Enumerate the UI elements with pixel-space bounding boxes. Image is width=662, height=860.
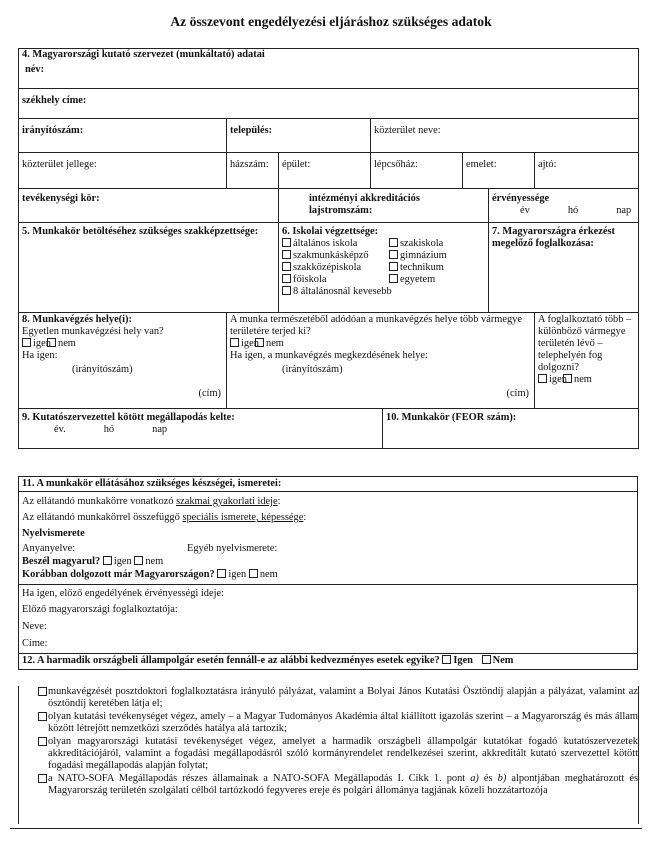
field-szakkepzettseg-label: 5. Munkakör betöltéséhez szükséges szakképzettsége: xyxy=(22,226,259,237)
s11-line1-u: szakmai gyakorlati ideje xyxy=(176,495,278,507)
checkbox-s12-igen[interactable] xyxy=(442,655,451,664)
option-gimnazium: gimnázium xyxy=(400,249,447,261)
field-akkreditacios-label-1: intézményi akkreditációs xyxy=(309,193,420,204)
form-table-skills xyxy=(18,476,638,670)
s8c-nem-label: nem xyxy=(574,373,592,385)
checkbox-gimnazium[interactable] xyxy=(389,250,398,259)
option-szakkozepiskola: szakközépiskola xyxy=(293,261,362,273)
field-kozterulet-jellege-label: közterület jellege: xyxy=(22,159,97,170)
s11-line-gyakorlat[interactable] xyxy=(22,494,634,510)
checkbox-s12-opt4[interactable] xyxy=(38,774,47,783)
field-megallapodas-kelte[interactable] xyxy=(19,409,383,449)
checkbox-korabban-igen[interactable] xyxy=(217,569,226,578)
field-emelet[interactable] xyxy=(463,153,535,189)
checkbox-s12-opt2[interactable] xyxy=(38,712,47,721)
field-emelet-label: emelet: xyxy=(466,159,497,170)
field-hazszam-label: házszám: xyxy=(230,159,269,170)
s8c-igen-label: igen xyxy=(549,373,567,385)
field-tevekenysegi-kor-label: tevékenységi kör: xyxy=(22,193,100,204)
section-11-body xyxy=(19,491,638,584)
checkbox-altalanos-iskola[interactable] xyxy=(282,238,291,247)
field-tobb-varmegye xyxy=(227,313,535,409)
s12-opt4-text-b: és xyxy=(478,772,498,784)
q-egyetlen-hely: Egyetlen munkavégzési hely van? xyxy=(22,325,164,337)
field-nev[interactable] xyxy=(19,63,639,89)
field-tevekenysegi-kor[interactable] xyxy=(19,189,279,223)
field-ajto[interactable] xyxy=(535,153,639,189)
s11-cime[interactable]: Címe: xyxy=(22,637,48,649)
option-egyetem: egyetem xyxy=(400,273,436,285)
s12-opt1-text: munkavégzését posztdoktori foglalkoztatásra irányuló pályázat, valamint a Bolyai János Kutatási Ösztöndíj alapján a pályázat, valamint az ösztöndíj keretében látja el; xyxy=(48,686,638,709)
s8-cim: (cím) xyxy=(198,387,221,399)
section-4-header: 4. Magyarországi kutató szervezet (munkáltató) adatai xyxy=(19,49,639,63)
s8b-nem-label: nem xyxy=(266,337,284,349)
checkbox-beszel-nem[interactable] xyxy=(134,556,143,565)
page-title: Az összevont engedélyezési eljáráshoz szükséges adatok xyxy=(170,14,492,29)
field-lepcsohaz-label: lépcsőház: xyxy=(374,159,418,170)
s12-option-4[interactable] xyxy=(18,773,638,797)
field-hazszam[interactable] xyxy=(227,153,279,189)
s8-igen-label: igen xyxy=(33,337,51,349)
field-kozterulet-neve[interactable] xyxy=(371,119,639,153)
s12-left-border xyxy=(18,686,19,824)
s11-neve[interactable]: Neve: xyxy=(22,621,47,633)
field-elozo-foglalkozas-label: 7. Magyarországra érkezést megelőző foglalkozása: xyxy=(492,226,616,249)
field-tobb-telephely xyxy=(535,313,639,409)
field-szekhely[interactable] xyxy=(19,89,639,119)
s8b-iranyitoszam: (irányítószám) xyxy=(282,363,343,375)
checkbox-korabban-nem[interactable] xyxy=(249,569,258,578)
s11-anyanyelve: Anyanyelve: xyxy=(22,543,76,555)
s11-ha-igen: Ha igen, előző engedélyének érvényességi ideje: xyxy=(22,587,224,599)
field-ervenyessege[interactable] xyxy=(489,189,639,223)
checkbox-egyetem[interactable] xyxy=(389,274,398,283)
s9-ev: év. xyxy=(54,423,66,435)
field-feor-label: 10. Munkakör (FEOR szám): xyxy=(386,412,517,423)
s12-option-1[interactable] xyxy=(18,686,638,710)
checkbox-s8-igen[interactable] xyxy=(22,338,31,347)
field-epulet-label: épület: xyxy=(282,159,311,170)
field-iranyitoszam[interactable] xyxy=(19,119,227,153)
s11-korabban-dolgozott: Korábban dolgozott már Magyarországon? xyxy=(22,569,215,581)
ervenyessege-ho: hó xyxy=(567,204,579,216)
option-foiskola: főiskola xyxy=(293,273,327,285)
q-tobb-telephely: A foglalkoztató több – különböző vármegye területén lévő – telephelyén fog dolgozni? xyxy=(538,314,632,373)
field-akkreditacios-label-2: lajstromszám: xyxy=(309,204,373,216)
s12-option-3[interactable] xyxy=(18,736,638,772)
field-epulet[interactable] xyxy=(279,153,371,189)
field-szekhely-label: székhely címe: xyxy=(22,95,87,106)
s11-nyelvismerete: Nyelvismerete xyxy=(22,528,85,540)
s11-egyeb-nyelv: Egyéb nyelvismerete: xyxy=(187,543,278,555)
s12-opt4-text-ai: a) xyxy=(470,772,479,784)
checkbox-s8b-igen[interactable] xyxy=(230,338,239,347)
s12-opt2-text: olyan kutatási tevékenységet végez, amely – a Magyar Tudományos Akadémia által kiállított igazolás szerint – a Magyarország és más állam között létrejött nemzetközi szerződés hatálya alá tartozik; xyxy=(48,710,638,734)
korabban-nem-label: nem xyxy=(259,569,278,581)
s12-question: 12. A harmadik országbeli állampolgár esetén fennáll-e az alábbi kedvezményes esetek egyike? xyxy=(22,655,440,667)
beszel-nem-label: nem xyxy=(145,556,164,568)
field-szakkepzettseg[interactable] xyxy=(19,223,279,313)
field-telepules-label: település: xyxy=(230,125,273,136)
s8-nem-label: nem xyxy=(58,337,76,349)
s9-ho: hó xyxy=(103,423,115,435)
field-kozterulet-jellege[interactable] xyxy=(19,153,227,189)
s11-beszel-magyarul: Beszél magyarul? xyxy=(22,556,101,568)
field-megallapodas-kelte-label: 9. Kutatószervezettel kötött megállapodás kelte: xyxy=(22,412,235,423)
field-feor[interactable] xyxy=(383,409,639,449)
checkbox-s8c-nem[interactable] xyxy=(563,374,572,383)
s12-nem-label: Nem xyxy=(492,655,514,667)
option-8-altalanos: 8 általánosnál kevesebb xyxy=(293,285,392,297)
checkbox-s8b-nem[interactable] xyxy=(255,338,264,347)
s8b-igen-label: igen xyxy=(241,337,259,349)
option-altalanos-iskola: általános iskola xyxy=(293,237,358,249)
checkbox-s8-nem[interactable] xyxy=(47,338,56,347)
field-munkavegzes-helye xyxy=(19,313,227,409)
s12-opt3-text: olyan magyarországi kutatási tevékenységet végez, amelyet a harmadik országbeli állampolgár kutatókat fogadó kutatószervezetek akkreditációjáról, valamint a fogadási megállapodásról szóló kormányrendelet rendelkezései szerint, akkreditált kutató szervezettel kötött fogadási megállapodás alapján folytat; xyxy=(48,735,638,771)
checkbox-8-altalanos[interactable] xyxy=(282,286,291,295)
checkbox-technikum[interactable] xyxy=(389,262,398,271)
s8b-cim: (cím) xyxy=(506,387,529,399)
field-kozterulet-neve-label: közterület neve: xyxy=(374,125,441,136)
field-telepules[interactable] xyxy=(227,119,371,153)
field-lepcsohaz[interactable] xyxy=(371,153,463,189)
section-12-options xyxy=(18,686,638,797)
s9-nap: nap xyxy=(152,423,168,435)
checkbox-s12-nem[interactable] xyxy=(482,655,491,664)
s12-opt4-text-c: alpontjában meghatározott és Magyarország területén szolgálati célból tartózkodó fegyveres ereje és polgári állománya tagjának közeli hozzátartozója xyxy=(48,772,638,796)
korabban-igen-label: igen xyxy=(228,569,247,581)
field-iskolai-vegzettseg-label: 6. Iskolai végzettsége: xyxy=(282,226,379,237)
checkbox-szakmunkaskepzo[interactable] xyxy=(282,250,291,259)
option-szakiskola: szakiskola xyxy=(400,237,444,249)
checkbox-beszel-igen[interactable] xyxy=(103,556,112,565)
section-11-header: 11. A munkakör ellátásához szükséges készségei, ismeretei: xyxy=(19,477,638,492)
s11-line2-u: speciális ismerete, képessége xyxy=(182,512,304,524)
s11-line2-pre: Az ellátandó munkakörrel összefüggő xyxy=(22,512,183,524)
checkbox-foiskola[interactable] xyxy=(282,274,291,283)
s12-option-2[interactable] xyxy=(18,711,638,735)
section-11-previous xyxy=(19,584,638,654)
field-iskolai-vegzettseg xyxy=(279,223,489,313)
s12-opt4-text-a: a NATO-SOFA Megállapodás részes államainak a NATO-SOFA Megállapodás I. Cikk 1. pont xyxy=(48,772,471,784)
field-akkreditacios[interactable] xyxy=(279,189,489,223)
s11-line1-post: : xyxy=(277,495,281,507)
field-nev-label: név: xyxy=(25,63,45,75)
checkbox-szakiskola[interactable] xyxy=(389,238,398,247)
s12-igen-label: Igen xyxy=(453,655,473,667)
field-elozo-foglalkozas[interactable] xyxy=(489,223,639,313)
s11-line1-pre: Az ellátandó munkakörre vonatkozó xyxy=(22,495,177,507)
checkbox-szakkozepiskola[interactable] xyxy=(282,262,291,271)
option-szakmunkaskepzo: szakmunkásképző xyxy=(293,249,369,261)
beszel-igen-label: igen xyxy=(113,556,132,568)
ervenyessege-nap: nap xyxy=(616,204,632,216)
ervenyessege-ev: év xyxy=(520,204,530,216)
s8b-ha-igen: Ha igen, a munkavégzés megkezdésének helye: xyxy=(230,349,428,361)
s11-line-ismeret[interactable] xyxy=(22,510,634,526)
option-technikum: technikum xyxy=(400,261,444,273)
field-ajto-label: ajtó: xyxy=(538,159,557,170)
checkbox-s8c-igen[interactable] xyxy=(538,374,547,383)
checkbox-s12-opt3[interactable] xyxy=(38,737,47,746)
s8-ha-igen: Ha igen: xyxy=(22,349,58,361)
s12-opt4-text-bi: b) xyxy=(497,772,507,784)
s8-iranyitoszam: (irányítószám) xyxy=(72,363,133,375)
field-munkavegzes-helye-label: 8. Munkavégzés helye(i): xyxy=(22,314,132,325)
q-tobb-varmegye: A munka természetéből adódóan a munkavégzés helye több vármegye területére terjed ki? xyxy=(230,314,522,337)
field-ervenyessege-label: érvényessége xyxy=(492,193,550,204)
section-12 xyxy=(19,654,638,670)
checkbox-s12-opt1[interactable] xyxy=(38,687,47,696)
bottom-rule xyxy=(10,828,642,829)
form-table-main xyxy=(18,48,639,449)
s12-right-border xyxy=(638,686,639,824)
s11-line2-post: : xyxy=(303,512,307,524)
s11-elozo-foglalkoztato: Előző magyarországi foglalkoztatója: xyxy=(22,604,178,616)
field-iranyitoszam-label: irányítószám: xyxy=(22,125,84,136)
